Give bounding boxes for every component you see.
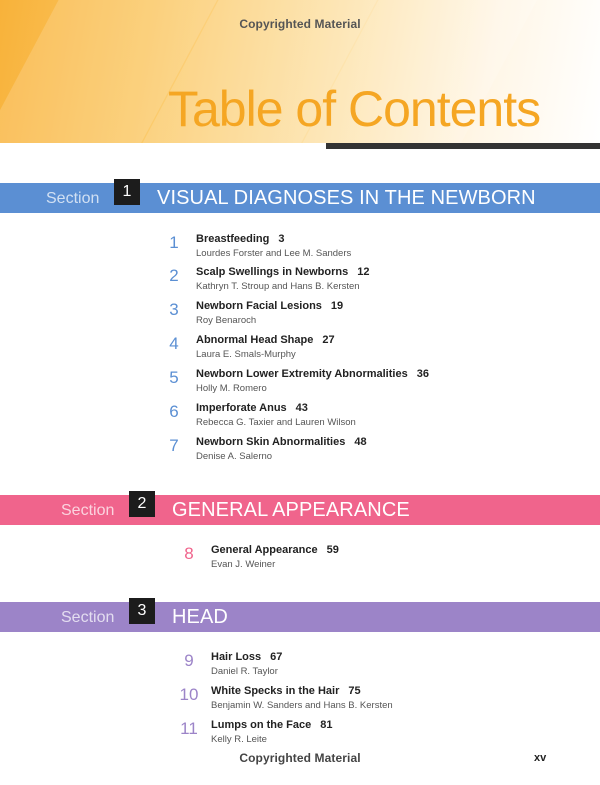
section-bar-1 [0, 183, 600, 213]
chapter-title-line [211, 651, 282, 663]
chapter-title: Breastfeeding [196, 233, 270, 245]
chapter-authors: Holly M. Romero [196, 383, 267, 394]
title-rule [326, 143, 600, 149]
chapter-page: 59 [326, 544, 339, 556]
watermark-top: Copyrighted Material [239, 17, 361, 31]
chapter-title-line [196, 402, 308, 414]
chapter-title: Imperforate Anus [196, 402, 287, 414]
chapter-title: Abnormal Head Shape [196, 334, 314, 346]
chapter-number: 3 [169, 300, 179, 319]
chapter-number: 8 [184, 544, 194, 563]
chapter-title: General Appearance [211, 544, 318, 556]
chapter-title: Hair Loss [211, 651, 262, 663]
chapter-authors: Evan J. Weiner [211, 559, 276, 570]
chapter-number: 10 [179, 685, 199, 704]
chapter-title: White Specks in the Hair [211, 685, 340, 697]
chapter-authors: Laura E. Smals-Murphy [196, 349, 296, 360]
page-number: xv [534, 752, 547, 764]
chapter-page: 12 [357, 266, 370, 278]
chapter-number: 11 [180, 719, 198, 738]
chapter-title: Scalp Swellings in Newborns [196, 266, 349, 278]
chapter-authors: Kelly R. Leite [211, 734, 267, 745]
section-label: Section [46, 190, 100, 207]
chapter-title-line [196, 334, 335, 346]
chapter-title-line [196, 233, 284, 245]
chapter-authors: Lourdes Forster and Lee M. Sanders [196, 248, 352, 259]
chapter-title-line [196, 436, 367, 448]
chapter-title: Newborn Facial Lesions [196, 300, 322, 312]
chapter-page: 67 [270, 651, 283, 663]
chapter-page: 36 [416, 368, 429, 380]
watermark-bottom: Copyrighted Material [239, 751, 361, 765]
chapter-title-line [196, 266, 369, 278]
chapter-authors: Rebecca G. Taxier and Lauren Wilson [196, 417, 356, 428]
chapter-title: Newborn Lower Extremity Abnormalities [196, 368, 408, 380]
chapter-authors: Roy Benaroch [196, 315, 257, 326]
chapter-page: 81 [320, 719, 333, 731]
chapter-authors: Denise A. Salerno [196, 451, 273, 462]
chapter-authors: Daniel R. Taylor [211, 666, 278, 677]
section-bar-3 [0, 602, 600, 632]
chapter-title: Newborn Skin Abnormalities [196, 436, 346, 448]
section-number: 1 [114, 179, 140, 205]
chapter-number: 1 [169, 233, 179, 252]
chapter-page: 43 [295, 402, 308, 414]
section-number: 2 [129, 491, 155, 517]
section-label: Section [61, 502, 115, 519]
chapter-number: 9 [184, 651, 194, 670]
chapter-page: 3 [278, 233, 285, 245]
chapter-number: 6 [169, 402, 179, 421]
section-title: HEAD [172, 606, 228, 628]
chapter-page: 27 [322, 334, 335, 346]
chapter-title-line [211, 685, 361, 697]
chapter-authors: Kathryn T. Stroup and Hans B. Kersten [196, 281, 360, 292]
section-label: Section [61, 609, 115, 626]
chapter-title-line [196, 300, 343, 312]
chapter-title: Lumps on the Face [211, 719, 312, 731]
chapter-title-line [211, 719, 333, 731]
chapter-authors: Benjamin W. Sanders and Hans B. Kersten [211, 700, 393, 711]
section-title: GENERAL APPEARANCE [172, 499, 410, 521]
chapter-title-line [211, 544, 339, 556]
chapter-number: 5 [169, 368, 179, 387]
page-title: Table of Contents [168, 81, 541, 137]
chapter-page: 48 [354, 436, 367, 448]
chapter-number: 7 [169, 436, 179, 455]
chapter-number: 2 [169, 266, 179, 285]
chapter-page: 75 [348, 685, 361, 697]
chapter-number: 4 [169, 334, 179, 353]
section-bar-2 [0, 495, 600, 525]
section-number: 3 [129, 598, 155, 624]
chapter-page: 19 [330, 300, 344, 312]
section-title: VISUAL DIAGNOSES IN THE NEWBORN [157, 187, 536, 209]
chapter-title-line [196, 368, 429, 380]
